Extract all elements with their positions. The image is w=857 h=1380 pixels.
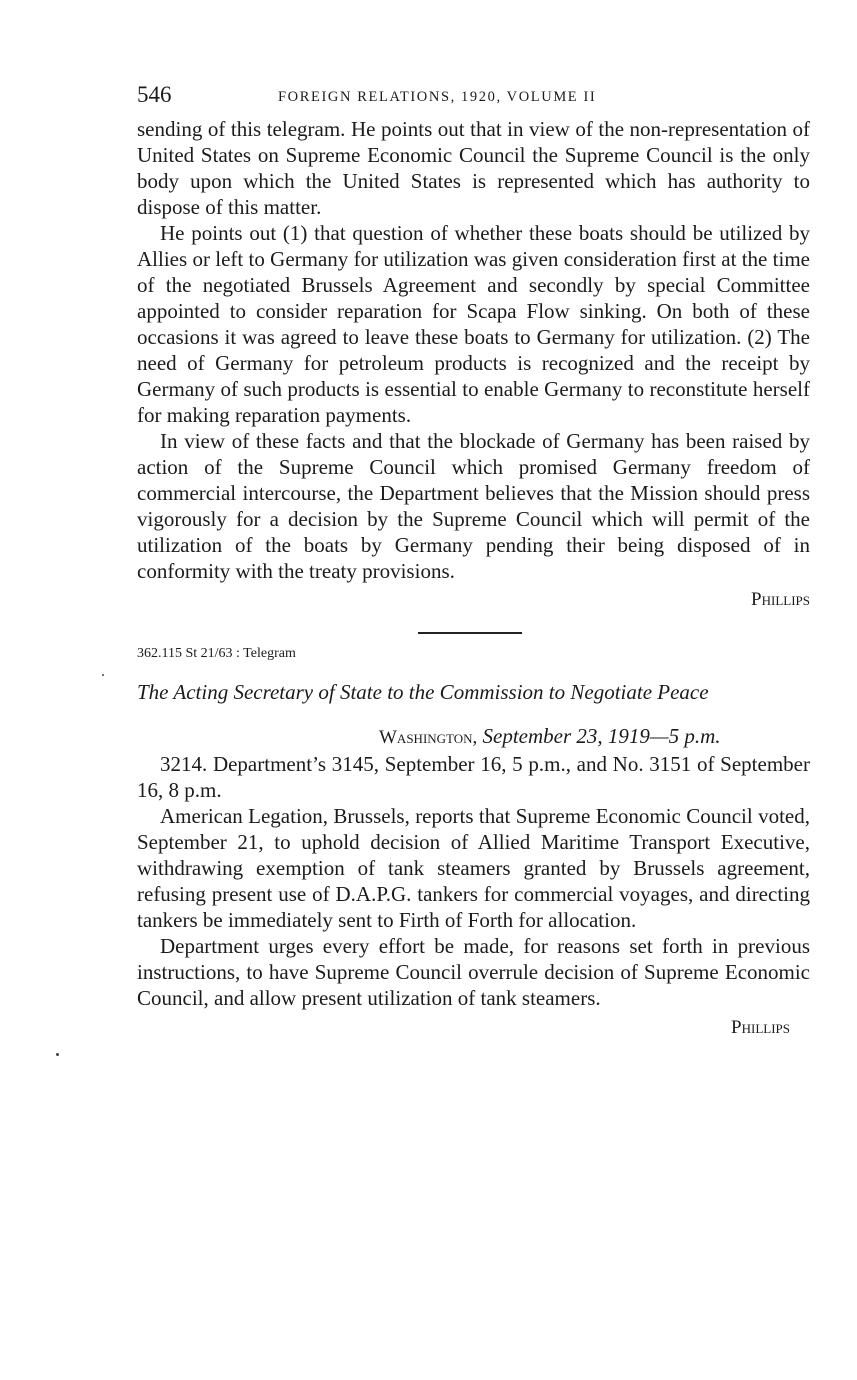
page-number: 546	[137, 82, 172, 107]
file-reference: 362.115 St 21/63 : Telegram	[137, 646, 296, 661]
document-page	[137, 80, 810, 1041]
dateline-place: Washington,	[379, 727, 478, 748]
page-header	[137, 80, 810, 116]
margin-speck	[56, 1053, 59, 1056]
document-title: The Acting Secretary of State to the Commission to Negotiate Peace	[137, 680, 709, 704]
running-head: FOREIGN RELATIONS, 1920, VOLUME II	[278, 89, 597, 105]
telegram-paragraph: 3214. Department’s 3145, September 16, 5 p.m., and No. 3151 of September 16, 8 p.m.	[137, 752, 810, 802]
signature: Phillips	[731, 1017, 790, 1038]
section-divider	[418, 632, 522, 634]
telegram-paragraph: Department urges every effort be made, for reasons set forth in previous instructions, to have Supreme Council overrule decision of Supreme Economic Council, and allow present utilization of tank steamers.	[137, 934, 810, 1010]
body-paragraph: sending of this telegram. He points out that in view of the non-representation of United States on Supreme Economic Council the Supreme Council is the only body upon which the United States is represented which has authority to dispose of this matter.	[137, 117, 810, 219]
body-paragraph: In view of these facts and that the blockade of Germany has been raised by action of the Supreme Council which promised Germany freedom of commercial intercourse, the Department believes that the Mission should press vigorously for a decision by the Supreme Council which will permit of the utilization of the boats by Germany pending their being disposed of in conformity with the treaty provisions.	[137, 429, 810, 583]
telegram-paragraph: American Legation, Brussels, reports that Supreme Economic Council voted, September 21, to uphold decision of Allied Maritime Transport Executive, withdrawing exemption of tank steamers granted by Brussels agreement, refusing present use of D.A.P.G. tankers for commercial voyages, and directing tankers be immediately sent to Firth of Forth for allocation.	[137, 804, 810, 932]
margin-speck	[102, 674, 104, 676]
dateline	[137, 723, 810, 751]
signature: Phillips	[751, 589, 810, 610]
body-paragraph: He points out (1) that question of whether these boats should be utilized by Allies or left to Germany for utilization was given consideration first at the time of the negotiated Brussels Agreement and secondly by special Committee appointed to consider reparation for Scapa Flow sinking. On both of these occasions it was agreed to leave these boats to Germany for utilization. (2) The need of Germany for petroleum products is recognized and the receipt by Germany of such products is essential to enable Germany to reconstitute herself for making reparation payments.	[137, 221, 810, 427]
dateline-date: September 23, 1919—5 p.m.	[482, 724, 721, 748]
